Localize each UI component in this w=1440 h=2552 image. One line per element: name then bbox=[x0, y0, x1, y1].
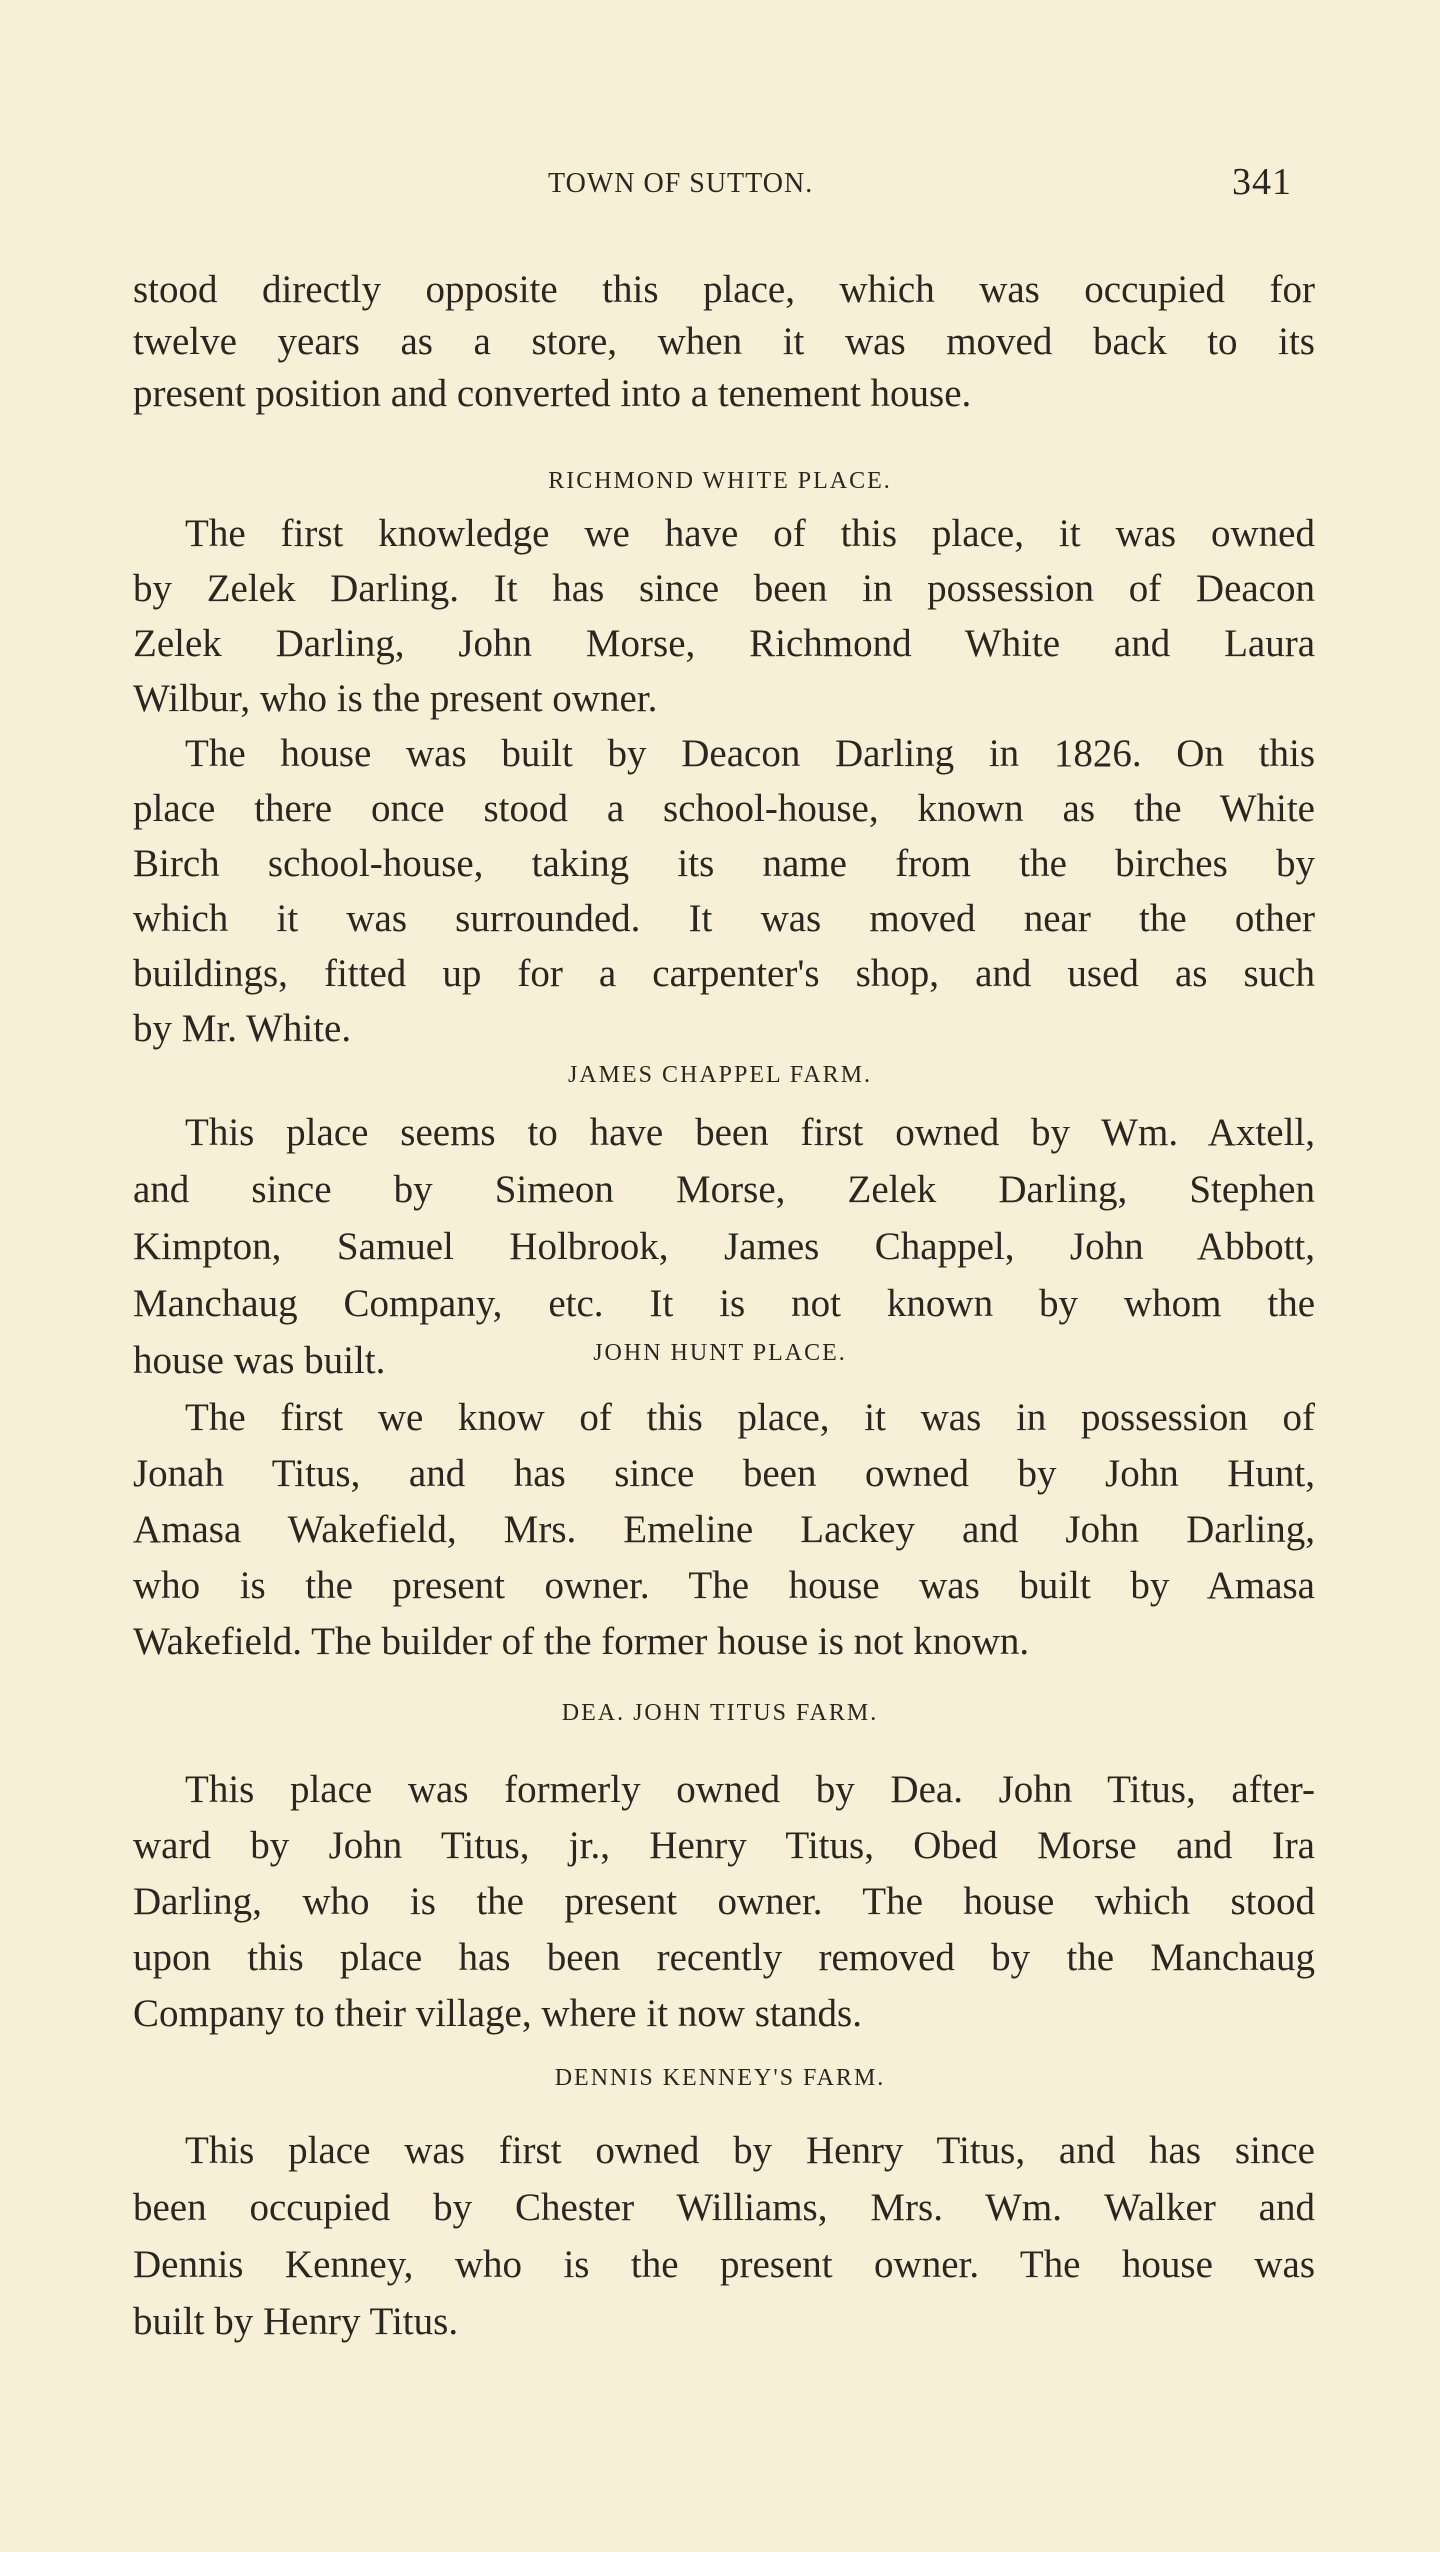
text-line: Company to their village, where it now stands. bbox=[133, 1992, 862, 2035]
section-heading: JAMES CHAPPEL FARM. bbox=[567, 1062, 873, 1088]
text-line: stood directly opposite this place, which was occupied for bbox=[133, 268, 1315, 311]
text-line: This place was formerly owned by Dea. John Titus, after- bbox=[185, 1768, 1315, 1811]
text-line: house was built. bbox=[133, 1339, 386, 1382]
text-line: and since by Simeon Morse, Zelek Darling, Stephen bbox=[133, 1168, 1315, 1211]
text-line: This place seems to have been first owned by Wm. Axtell, bbox=[185, 1111, 1315, 1154]
text-line: The house was built by Deacon Darling in 1826. On this bbox=[185, 732, 1315, 775]
text-line: by Mr. White. bbox=[133, 1007, 352, 1050]
section-heading: JOHN HUNT PLACE. bbox=[593, 1340, 847, 1366]
text-line: ward by John Titus, jr., Henry Titus, Obed Morse and Ira bbox=[133, 1824, 1315, 1867]
text-line: This place was first owned by Henry Titus, and has since bbox=[185, 2129, 1315, 2172]
text-line: who is the present owner. The house was built by Amasa bbox=[133, 1564, 1315, 1607]
text-line: Wilbur, who is the present owner. bbox=[133, 677, 658, 720]
section-heading: RICHMOND WHITE PLACE. bbox=[548, 468, 892, 494]
text-line: built by Henry Titus. bbox=[133, 2300, 459, 2343]
text-line: Kimpton, Samuel Holbrook, James Chappel, John Abbott, bbox=[133, 1225, 1315, 1268]
text-line: upon this place has been recently removed by the Manchaug bbox=[133, 1936, 1315, 1979]
text-line: The first knowledge we have of this place, it was owned bbox=[185, 512, 1315, 555]
section-text bbox=[133, 264, 1315, 420]
text-line: Darling, who is the present owner. The house which stood bbox=[133, 1880, 1315, 1923]
text-line: Jonah Titus, and has since been owned by John Hunt, bbox=[133, 1452, 1315, 1495]
text-line: Zelek Darling, John Morse, Richmond White and Laura bbox=[133, 622, 1315, 665]
text-line: The first we know of this place, it was in possession of bbox=[185, 1396, 1315, 1439]
section-text bbox=[133, 1390, 1315, 1670]
text-line: Manchaug Company, etc. It is not known by whom the bbox=[133, 1282, 1315, 1325]
section-heading: DEA. JOHN TITUS FARM. bbox=[561, 1700, 879, 1726]
section-heading: DENNIS KENNEY'S FARM. bbox=[554, 2065, 886, 2091]
text-line: place there once stood a school-house, known as the White bbox=[133, 787, 1315, 830]
section-text bbox=[133, 2122, 1315, 2350]
text-line: twelve years as a store, when it was moved back to its bbox=[133, 320, 1315, 363]
text-line: been occupied by Chester Williams, Mrs. Wm. Walker and bbox=[133, 2186, 1315, 2229]
section-text bbox=[133, 1762, 1315, 2042]
text-line: Birch school-house, taking its name from the birches by bbox=[133, 842, 1315, 885]
text-line: which it was surrounded. It was moved near the other bbox=[133, 897, 1315, 940]
text-line: present position and converted into a tenement house. bbox=[133, 372, 972, 415]
page-number: 341 bbox=[1232, 161, 1292, 203]
text-line: Dennis Kenney, who is the present owner. The house was bbox=[133, 2243, 1315, 2286]
running-title: TOWN OF SUTTON. bbox=[548, 168, 814, 199]
text-line: Wakefield. The builder of the former house is not known. bbox=[133, 1620, 1030, 1663]
text-line: by Zelek Darling. It has since been in possession of Deacon bbox=[133, 567, 1315, 610]
text-line: buildings, fitted up for a carpenter's shop, and used as such bbox=[133, 952, 1315, 995]
section-text bbox=[133, 506, 1315, 1056]
text-line: Amasa Wakefield, Mrs. Emeline Lackey and John Darling, bbox=[133, 1508, 1315, 1551]
